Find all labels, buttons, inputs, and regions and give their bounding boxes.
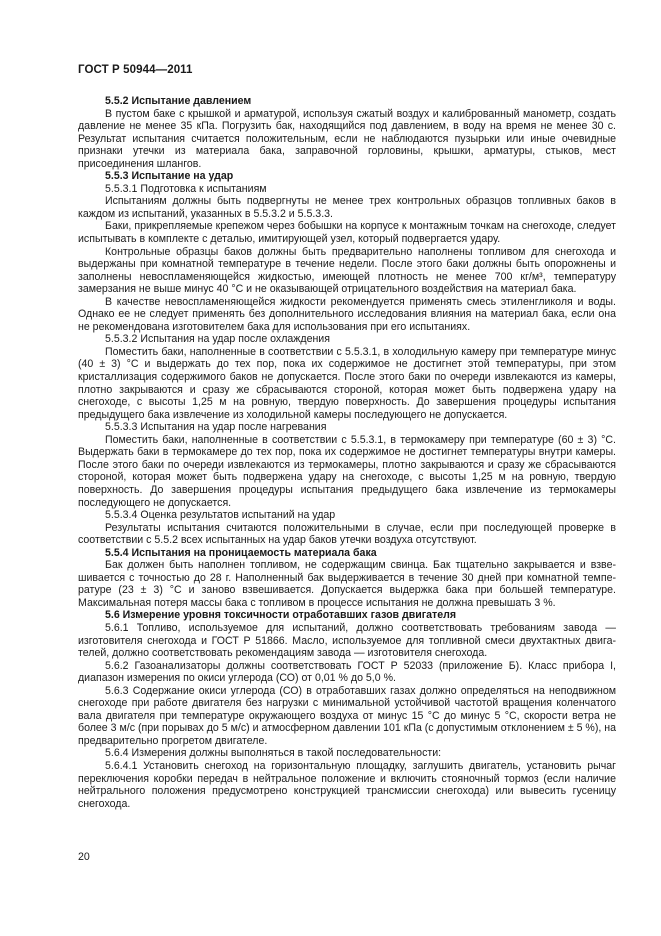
paragraph: В пустом баке с крышкой и арматурой, используя сжатый воздух и калиброванный манометр, создать давление не менее 35 кПа. Погрузить бак, находящийся под давлением, в воду на время не менее 30 с. Результат испытания считается положительным, если не наблюдаются пузырьки или иные очевидные признаки утечки из материала бака, заправочной горловины, крышки, арматуры, стыков, мест присоединения шлангов. (78, 107, 616, 170)
paragraph: Поместить баки, наполненные в соответствии с 5.5.3.1, в холодильную камеру при температуре минус (40 ± 3) °С и выдержать до тех пор, пока их содержимое не достигнет этой температуры, при этом кристаллизация содержимого баков не допускается. После этого баки по очереди извлекаются из камеры, плотно закрываются и сразу же сбрасываются стороной, которая может быть подвержена удару на снегоходе, с высоты 1,25 м на ровную, твердую поверхность. До завершения процедуры испытания предыдущего бака извлечение из холодильной камеры последующего не допускается. (78, 345, 616, 421)
page-number: 20 (78, 851, 90, 863)
subsection-title: 5.5.3.2 Испытания на удар после охлаждения (105, 333, 330, 346)
paragraph: Бак должен быть наполнен топливом, не содержащим свинца. Бак тщательно закрывается и взвешивается с точностью до 28 г. Наполненный бак выдерживается в течение 30 дней при комнатной температуре (23 ± 3) °С и заново взвешивается. Допускается выдержка бака при большей температуре. Максимальная потеря массы бака с топливом в процессе испытания не должна превышать 3 %. (78, 559, 616, 609)
paragraph: 5.6.4 Измерения должны выполняться в такой последовательности: (105, 747, 442, 760)
subsection-title: 5.5.3.3 Испытания на удар после нагревания (105, 421, 327, 434)
section-heading-5-5-2: 5.5.2 Испытание давлением (105, 95, 252, 107)
subsection-title: 5.5.3.4 Оценка результатов испытаний на удар (105, 509, 336, 522)
section-heading-5-5-4: 5.5.4 Испытания на проницаемость материала бака (105, 546, 377, 559)
paragraph: В качестве невоспламеняющейся жидкости рекомендуется применять смесь этиленгликоля и воды. Однако ее не следует применять без дополнительного исследования влияния на материал бака, если она не рекомендована изготовителем бака для использования при его испытаниях. (78, 295, 616, 333)
paragraph: 5.6.1 Топливо, используемое для испытаний, должно соответствовать требованиям завода — изготовителя снегохода и ГОСТ Р 51866. Масло, используемое для топливной смеси двухтактных двигателей, должно соответствовать рекомендациям завода — изготовителя снегохода. (78, 621, 616, 660)
subsection-title: 5.5.3.1 Подготовка к испытаниям (105, 182, 267, 195)
paragraph: Результаты испытания считаются положительными в случае, если при последующей проверке в соответствии с 5.5.2 всех испытанных на удар баков утечки воздуха отсутствуют. (78, 521, 616, 547)
paragraph: Контрольные образцы баков должны быть предварительно наполнены топливом для снегохода и выдержаны при комнатной температуре в течение недели. После этого баки должны быть опорожнены и заполнены невоспламеняющейся жидкостью, имеющей плотность не менее 700 кг/м³, температуру замерзания не выше минус 40 °С и не оказывающей отрицательного воздействия на материал бака. (78, 245, 616, 296)
section-heading-5-5-3: 5.5.3 Испытание на удар (105, 170, 234, 183)
paragraph: 5.6.2 Газоанализаторы должны соответствовать ГОСТ Р 52033 (приложение Б). Класс прибора I, диапазон измерения по окиси углерода (СО) от 0,01 % до 5,0 %. (78, 659, 616, 685)
paragraph: 5.6.4.1 Установить снегоход на горизонтальную площадку, заглушить двигатель, установить рычаг переключения коробки передач в нейтральное положение и включить стояночный тормоз (если наличие нейтрального положения предусмотрено конструкцией трансмиссии снегохода) или вывесить гусеницу снегохода. (78, 759, 616, 810)
paragraph: Баки, прикрепляемые крепежом через бобышки на корпусе к монтажным точкам на снегоходе, следует испытывать в комплекте с деталью, имитирующей узел, который подвергается удару. (78, 220, 616, 246)
paragraph: Испытаниям должны быть подвергнуты не менее трех контрольных образцов топливных баков в каждом из испытаний, указанных в 5.5.3.2 и 5.5.3.3. (78, 195, 616, 220)
document-body (78, 95, 616, 810)
section-heading-5-6: 5.6 Измерение уровня токсичности отработавших газов двигателя (105, 609, 457, 622)
document-header: ГОСТ Р 50944—2011 (78, 64, 193, 76)
paragraph: 5.6.3 Содержание окиси углерода (СО) в отработавших газах должно определяться на неподвижном снегоходе при работе двигателя без нагрузки с минимальной устойчивой частотой вращения коленчатого вала двигателя при температуре окружающего воздуха от минус 15 °С до минус 5 °С, скорости ветра не более 3 м/с (при порывах до 5 м/с) и атмосферном давлении 101 кПа (с допустимым отклонением ± 5 %), на предварительно прогретом двигателе. (78, 684, 616, 747)
paragraph: Поместить баки, наполненные в соответствии с 5.5.3.1, в термокамеру при температуре (60 ± 3) °С. Выдержать баки в термокамере до тех пор, пока их содержимое не достигнет температуры внутри камеры. После этого баки по очереди извлекаются из термокамеры, плотно закрываются и сразу же сбрасываются стороной, которая может быть подвержена удару на снегоходе, с высоты 1,25 м на ровную, твердую поверхность. До завершения процедуры испытания предыдущего бака извлечение из термокамеры последующего не допускается. (78, 433, 616, 509)
